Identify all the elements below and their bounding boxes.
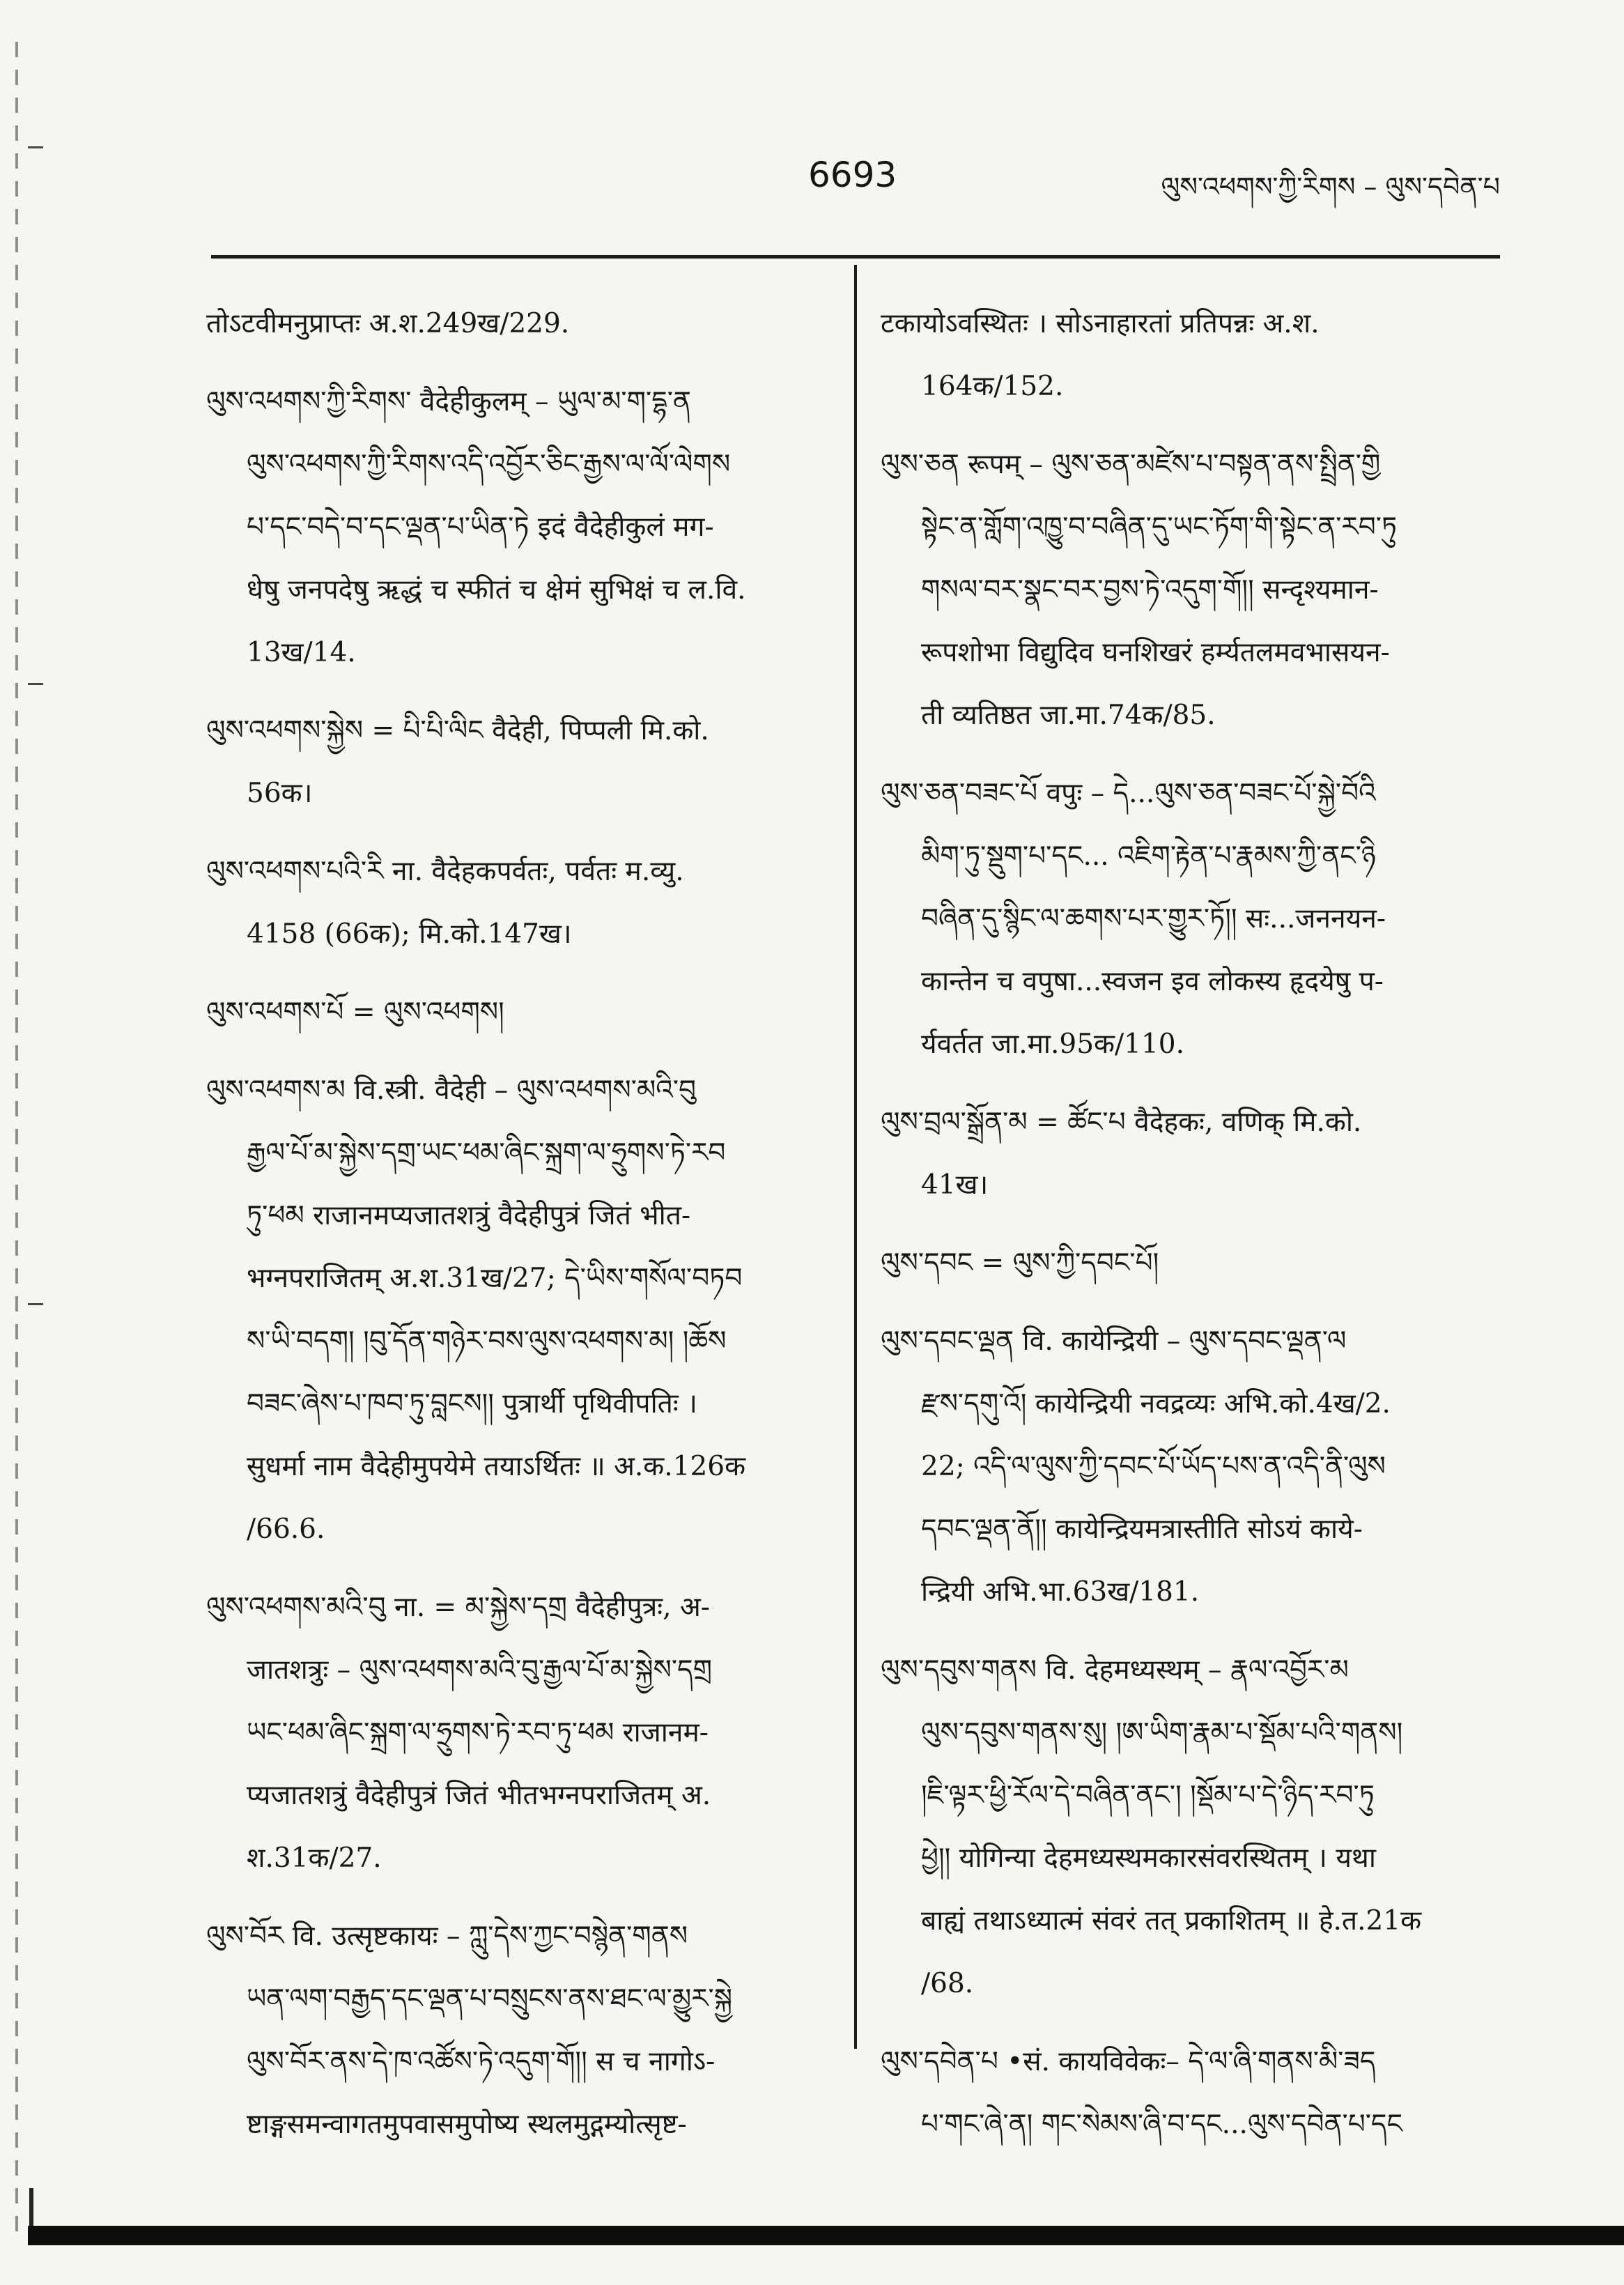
- entry-headword-line: ལུས་དབང = ལུས་ཀྱི་དབང་པོ།: [881, 1247, 1159, 1279]
- entry-line: ཕྱེ།། योगिन्या देहमध्यस्थमकारसंवरस्थितम् । यथा: [921, 1842, 1376, 1874]
- scan-binding-edge: [15, 42, 18, 2237]
- running-head: ལུས་འཕགས་ཀྱི་རིགས – ལུས་དབེན་པ: [1161, 171, 1500, 202]
- entry-line: །ཇི་ལྟར་ཕྱི་རོལ་དེ་བཞིན་ནང་། །སྡོམ་པ་དེ་ཉིད་རབ་ཏུ: [921, 1780, 1375, 1811]
- dictionary-entry: [881, 762, 1508, 1076]
- dictionary-entry: [881, 433, 1508, 747]
- edge-mark: [28, 146, 43, 148]
- entry-line: /66.6.: [247, 1514, 325, 1545]
- entry-line: कान्तेन च वपुषा...स्वजन इव लोकस्य हृदयेषु प-: [921, 966, 1384, 997]
- entry-headword-line: ལུས་དབང་ལྡན वि. कायेन्द्रियी – ལུས་དབང་ལྡན་ལ: [881, 1325, 1347, 1357]
- entry-headword-line: ལུས་འཕགས་མའི་བུ ना. = མ་སྐྱེས་དགྲ वैदेहीपुत्रः, अ-: [206, 1592, 710, 1623]
- entry-headword-line: ལུས་བྲལ་སྒྲོན་མ = ཚོང་པ वैदेहकः, वणिक् मि.को.: [881, 1107, 1362, 1138]
- entry-line: बाह्यं तथाऽध्यात्मं संवरं तत् प्रकाशितम् ॥ हे.त.21क: [921, 1905, 1422, 1937]
- entry-line: ལུས་བོར་ནས་དེ་ཁ་འཚོས་ཏེ་འདུག་གོ།། स च नागोऽ-: [247, 2046, 716, 2077]
- entry-line: ཡང་ཕམ་ཞིང་སྐྲག་ལ་ཧྲུགས་ཏེ་རབ་ཏུ་ཕམ राजानम-: [247, 1717, 709, 1748]
- entry-line: 4158 (66क); मि.को.147ख।: [247, 918, 572, 950]
- dictionary-entry: [206, 1905, 833, 2156]
- entry-line: रूपशोभा विद्युदिव घनशिखरं हर्म्यतलमवभासयन-: [921, 637, 1390, 668]
- entry-line: 56क।: [247, 778, 313, 809]
- right-column: [881, 293, 1508, 2171]
- dictionary-entry: [881, 293, 1508, 418]
- entry-headword-line: ལུས་འཕགས་མ वि.स्त्री. वैदेही – ལུས་འཕགས་མའི་བུ: [206, 1075, 697, 1106]
- entry-headword-line: ལུས་བོར वि. उत्सृष्टकायः – ཀླུ་དེས་ཀྱང་བསྙེན་གནས: [206, 1921, 688, 1952]
- entry-line: མིག་ཏུ་སྡུག་པ་དང... འཇིག་རྟེན་པ་རྣམས་ཀྱི་ནང་ཉི: [921, 840, 1376, 872]
- entry-headword-line: ལུས་ཅན रूपम् – ལུས་ཅན་མཛེས་པ་བསྟན་ནས་སྤྲིན་གྱི: [881, 449, 1381, 480]
- entry-line: सुधर्मा नाम वैदेहीमुपयेमे तयाऽर्थितः ॥ अ.क.126क: [247, 1451, 746, 1482]
- entry-headword-line: ལུས་འཕགས་པའི་རི ना. वैदेहकपर्वतः, पर्वतः म.व्यु.: [206, 856, 684, 887]
- dictionary-entry: [206, 1059, 833, 1561]
- entry-line: རྒྱལ་པོ་མ་སྐྱེས་དགྲ་ཡང་ཕམ་ཞིང་སྐྲག་ལ་ཧྲུགས་ཏེ་རབ: [247, 1137, 726, 1169]
- left-column: [206, 293, 833, 2171]
- dictionary-entry: [206, 840, 833, 966]
- page-header: [0, 155, 1624, 210]
- entry-line: जातशत्रुः – ལུས་འཕགས་མའི་བུ་རྒྱལ་པོ་མ་སྐྱེས་དགྲ: [247, 1654, 713, 1686]
- dictionary-entry: [881, 1310, 1508, 1624]
- entry-line: 22; འདི་ལ་ལུས་ཀྱི་དབང་པོ་ཡོད་པས་ན་འདི་ནི་ལུས: [921, 1451, 1386, 1482]
- entry-line: 41ख।: [921, 1169, 989, 1201]
- dictionary-entry: [881, 2031, 1508, 2156]
- page-number: 6693: [808, 155, 897, 195]
- entry-line: ཡན་ལག་བརྒྱད་དང་ལྡན་པ་བསྲུངས་ནས་ཐང་ལ་མྱུར་སྐྱེ: [247, 1983, 733, 2015]
- dictionary-entry: [206, 1576, 833, 1890]
- entry-line: प्यजातशत्रुं वैदेहीपुत्रं जितं भीतभग्नपराजितम् अ.: [247, 1780, 711, 1811]
- entry-line: धेषु जनपदेषु ऋद्धं च स्फीतं च क्षेमं सुभिक्षं च ल.वि.: [247, 574, 746, 606]
- entry-headword-line: ལུས་འཕགས་སྐྱེས = པི་པི་ལིང वैदेही, पिप्पली मि.को.: [206, 715, 709, 746]
- entry-line: བཞིན་དུ་སྙིང་ལ་ཆགས་པར་གྱུར་ཏོ།། सः...जननयन-: [921, 903, 1386, 934]
- entry-line: གསལ་བར་སྣང་བར་བྱས་ཏེ་འདུག་གོ།། सन्दृश्यमान-: [921, 574, 1379, 606]
- entry-line: པ་གང་ཞེ་ན། གང་སེམས་ཞི་བ་དང...ལུས་དབེན་པ་དང: [921, 2109, 1402, 2140]
- entry-line: भग्नपराजितम् अ.श.31ख/27; དེ་ཡིས་གསོལ་བཏབ: [247, 1263, 743, 1294]
- dictionary-entry: [881, 1232, 1508, 1295]
- entry-line: པ་དང་བདེ་བ་དང་ལྡན་པ་ཡིན་ཏེ इदं वैदेहीकुलं मग-: [247, 511, 714, 543]
- dictionary-entry: [206, 371, 833, 684]
- entry-line: རྫས་དགུ་འོ། कायेन्द्रियी नवद्रव्यः अभि.को.4ख/2.: [921, 1388, 1391, 1420]
- entry-headword-line: तोऽटवीमनुप्राप्तः अ.श.249ख/229.: [206, 308, 570, 339]
- entry-headword-line: टकायोऽवस्थितः । सोऽनाहारतां प्रतिपन्नः अ.श.: [881, 308, 1320, 339]
- entry-line: ष्टाङ्गसमन्वागतमुपवासमुपोष्य स्थलमुद्गम्योत्सृष्ट-: [247, 2109, 687, 2140]
- entry-line: སྟེང་ན་གློག་འཁྱུ་བ་བཞིན་དུ་ཡང་ཏོག་གི་སྟེང་ན་རབ་ཏུ: [921, 511, 1398, 543]
- entry-line: ཏུ་ཕམ राजानमप्यजातशत्रुं वैदेहीपुत्रं जितं भीत-: [247, 1200, 691, 1231]
- scan-mark: [29, 2188, 33, 2230]
- entry-line: དབང་ལྡན་ནོ།། कायेन्द्रियमत्रास्तीति सोऽयं काये-: [921, 1514, 1363, 1545]
- entry-line: श.31क/27.: [247, 1842, 382, 1874]
- dictionary-entry: [206, 981, 833, 1044]
- entry-line: 164क/152.: [921, 371, 1064, 402]
- entry-line: ལུས་དབུས་གནས་སུ། །ཨ་ཡིག་རྣམ་པ་སྡོམ་པའི་གནས།: [921, 1717, 1403, 1748]
- dictionary-entry: [881, 1091, 1508, 1217]
- edge-mark: [28, 683, 43, 685]
- edge-mark: [28, 1303, 43, 1305]
- entry-line: ལུས་འཕགས་ཀྱི་རིགས་འདི་འབྱོར་ཅིང་རྒྱས་ལ་ལོ་ལེགས: [247, 449, 731, 480]
- dictionary-entry: [206, 700, 833, 825]
- entry-headword-line: ལུས་དབུས་གནས वि. देहमध्यस्थम् – རྣལ་འབྱོར་མ: [881, 1654, 1349, 1686]
- scan-bottom-edge: [28, 2226, 1624, 2245]
- entry-line: བཟང་ཞེས་པ་ཁབ་ཏུ་བླངས།། पुत्रार्थी पृथिवीपतिः ।: [247, 1388, 697, 1420]
- entry-headword-line: ལུས་ཅན་བཟང་པོ वपुः – དེ...ལུས་ཅན་བཟང་པོ་སྐྱེ་བོའི: [881, 778, 1376, 809]
- entry-headword-line: ལུས་དབེན་པ •सं. कायविवेकः– དེ་ལ་ཞི་གནས་མི་ཟད: [881, 2046, 1376, 2077]
- entry-headword-line: ལུས་འཕགས་པོ = ལུས་འཕགས།: [206, 997, 504, 1028]
- dictionary-entry: [881, 1639, 1508, 2015]
- entry-line: 13ख/14.: [247, 637, 356, 668]
- entry-line: न्द्रियी अभि.भा.63ख/181.: [921, 1576, 1200, 1608]
- entry-headword-line: ལུས་འཕགས་ཀྱི་རིགས་ वैदेहीकुलम् – ཡུལ་མ་ག་དྷ་ན: [206, 386, 691, 417]
- entry-line: /68.: [921, 1968, 974, 1999]
- entry-line: र्यवर्तत जा.मा.95क/110.: [921, 1029, 1184, 1060]
- entry-line: ས་ཡི་བདག། །བུ་དོན་གཉེར་བས་ལུས་འཕགས་མ། །ཆོས: [247, 1325, 727, 1357]
- entry-line: ती व्यतिष्ठत जा.मा.74क/85.: [921, 700, 1216, 731]
- column-divider: [854, 265, 857, 2049]
- header-rule: [211, 255, 1500, 259]
- dictionary-entry: [206, 293, 833, 355]
